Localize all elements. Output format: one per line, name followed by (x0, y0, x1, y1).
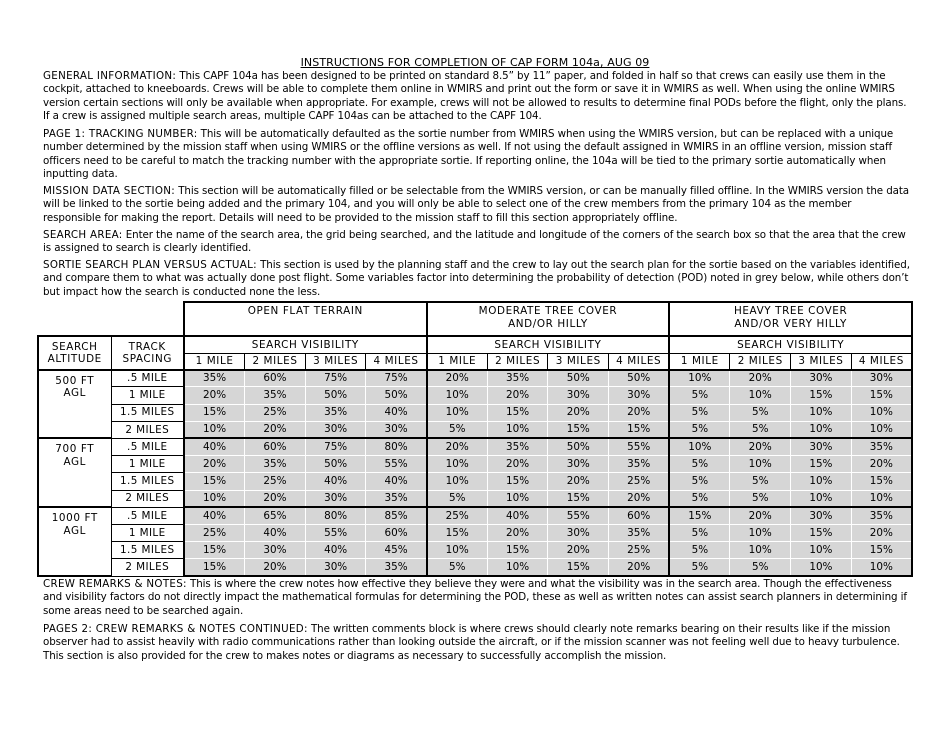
pod-value-cell: 25% (609, 542, 670, 559)
altitude-cell: 500 FT AGL (38, 370, 111, 439)
pod-row (38, 490, 912, 507)
pod-value-cell: 30% (305, 490, 366, 507)
track-spacing-cell: 1 MILE (111, 387, 184, 404)
pod-value-cell: 60% (366, 524, 427, 541)
mission-data-text: This section will be automatically filled or be selectable from the WMIRS version, or can be manually filled offline. In the WMIRS version the data will be linked to the sortie being added and the primary 104, and you will only be able to select one of the crew members from the primary 104 as the member responsible for making the report. Details will need to be provided to the mission staff to fill this section appropriately offline. (43, 185, 909, 224)
pod-value-cell: 45% (366, 542, 427, 559)
pod-value-cell: 20% (548, 404, 609, 421)
visibility-col-header: 2 MILES (730, 354, 791, 370)
pod-value-cell: 10% (791, 473, 852, 490)
pod-value-cell: 40% (245, 524, 306, 541)
visibility-col-header: 4 MILES (851, 354, 912, 370)
pod-value-cell: 15% (548, 559, 609, 576)
pod-value-cell: 5% (427, 421, 488, 438)
visibility-col-header: 1 MILE (427, 354, 488, 370)
pod-value-cell: 40% (366, 473, 427, 490)
pod-value-cell: 35% (487, 370, 548, 387)
pod-value-cell: 40% (487, 507, 548, 524)
pod-value-cell: 30% (851, 370, 912, 387)
pod-value-cell: 15% (791, 456, 852, 473)
pod-value-cell: 60% (245, 370, 306, 387)
pod-value-cell: 35% (851, 507, 912, 524)
pod-value-cell: 35% (366, 490, 427, 507)
pod-value-cell: 15% (669, 507, 730, 524)
pod-row (38, 559, 912, 576)
pages2-heading: PAGES 2: CREW REMARKS & NOTES CONTINUED: (43, 623, 308, 635)
pod-value-cell: 10% (851, 404, 912, 421)
visibility-col-header: 3 MILES (305, 354, 366, 370)
mission-data-heading: MISSION DATA SECTION: (43, 185, 176, 197)
pod-value-cell: 85% (366, 507, 427, 524)
altitude-cell: 1000 FT AGL (38, 507, 111, 576)
track-spacing-cell: .5 MILE (111, 507, 184, 524)
sortie-plan-heading: SORTIE SEARCH PLAN VERSUS ACTUAL: (43, 259, 257, 271)
pod-value-cell: 30% (791, 507, 852, 524)
visibility-col-header: 2 MILES (487, 354, 548, 370)
pod-value-cell: 35% (487, 438, 548, 455)
pod-value-cell: 30% (366, 421, 427, 438)
search-area-text: Enter the name of the search area, the grid being searched, and the latitude and longitude of the corners of the search box so that the area that the crew is assigned to search is clearly identified. (43, 229, 906, 255)
pod-value-cell: 10% (427, 404, 488, 421)
pod-value-cell: 10% (851, 421, 912, 438)
pod-value-cell: 20% (245, 490, 306, 507)
pod-value-cell: 35% (305, 404, 366, 421)
general-information-paragraph (43, 70, 911, 124)
visibility-col-header: 1 MILE (184, 354, 245, 370)
tracking-number-heading: PAGE 1: TRACKING NUMBER: (43, 128, 198, 140)
pod-value-cell: 40% (184, 438, 245, 455)
pod-value-cell: 5% (669, 387, 730, 404)
pod-value-cell: 15% (548, 421, 609, 438)
pod-value-cell: 5% (669, 490, 730, 507)
pod-value-cell: 10% (427, 542, 488, 559)
pod-value-cell: 35% (245, 387, 306, 404)
pod-value-cell: 80% (366, 438, 427, 455)
sortie-plan-text: This section is used by the planning staff and the crew to lay out the search plan for the sortie based on the variables identified, and compare them to what was actually done post flight. Some variables factor into determining the probability of detection (POD) noted in grey below, while others don’t but impact how the search is conducted none the less. (43, 259, 910, 298)
pod-value-cell: 15% (487, 542, 548, 559)
search-visibility-header-1: SEARCH VISIBILITY (184, 336, 427, 353)
pod-value-cell: 15% (184, 542, 245, 559)
visibility-header-row (38, 336, 912, 353)
pod-value-cell: 20% (487, 524, 548, 541)
pod-value-cell: 10% (730, 542, 791, 559)
general-information-text: This CAPF 104a has been designed to be printed on standard 8.5” by 11” paper, and folded in half so that crews can easily use them in the cockpit, attached to kneeboards. Crews will be able to complete them online in WMIRS and print out the form or save it in WMIRS as well. When using the online WMIRS version certain sections will only be available when appropriate. For example, crews will not be allowed to results to determine final PODs before the flight, only the plans. If a crew is assigned multiple search areas, multiple CAPF 104as can be attached to the CAPF 104. (43, 70, 907, 123)
pod-value-cell: 15% (184, 559, 245, 576)
pod-value-cell: 55% (609, 438, 670, 455)
pod-value-cell: 60% (245, 438, 306, 455)
pod-value-cell: 5% (669, 524, 730, 541)
pod-value-cell: 20% (548, 473, 609, 490)
pod-value-cell: 25% (245, 473, 306, 490)
pod-value-cell: 5% (730, 559, 791, 576)
pod-value-cell: 40% (305, 542, 366, 559)
tracking-number-text: This will be automatically defaulted as the sortie number from WMIRS when using the WMIRS version, but can be replaced with a unique number determined by the mission staff when using WMIRS or the offline versions as well. If not using the default assigned in WMIRS in an offline version, mission staff officers need to be careful to match the tracking number with the appropriate sortie. If reporting online, the 104a will be tied to the primary sortie automatically when inputting data. (43, 128, 894, 181)
pod-value-cell: 50% (609, 370, 670, 387)
pod-value-cell: 20% (427, 370, 488, 387)
pod-value-cell: 55% (548, 507, 609, 524)
pod-value-cell: 30% (548, 387, 609, 404)
tracking-number-paragraph (43, 128, 911, 182)
pod-value-cell: 80% (305, 507, 366, 524)
pod-value-cell: 15% (791, 387, 852, 404)
pod-row (38, 507, 912, 524)
pod-value-cell: 20% (487, 456, 548, 473)
pod-value-cell: 20% (609, 404, 670, 421)
visibility-col-header: 4 MILES (366, 354, 427, 370)
pod-row (38, 387, 912, 404)
pod-value-cell: 15% (851, 387, 912, 404)
pod-value-cell: 10% (730, 387, 791, 404)
pod-value-cell: 55% (366, 456, 427, 473)
pod-value-cell: 15% (184, 404, 245, 421)
altitude-header: SEARCH ALTITUDE (38, 336, 111, 369)
pod-value-cell: 50% (548, 438, 609, 455)
visibility-col-header: 2 MILES (245, 354, 306, 370)
pod-value-cell: 15% (487, 473, 548, 490)
pod-value-cell: 25% (427, 507, 488, 524)
pod-row (38, 542, 912, 559)
pod-value-cell: 10% (791, 490, 852, 507)
pod-value-cell: 30% (548, 524, 609, 541)
mission-data-paragraph (43, 185, 911, 225)
crew-remarks-heading: CREW REMARKS & NOTES: (43, 578, 187, 590)
search-area-paragraph (43, 229, 911, 256)
track-spacing-cell: 2 MILES (111, 490, 184, 507)
pod-value-cell: 5% (669, 473, 730, 490)
pod-value-cell: 5% (427, 490, 488, 507)
pod-row (38, 438, 912, 455)
pages2-text: The written comments block is where crews should clearly note remarks bearing on their results like if the mission observer had to assist heavily with radio communications rather than looking outside the aircraft, or if the mission scanner was not feeling well due to heavy turbulence. This section is also provided for the crew to makes notes or diagrams as necessary to successfully accomplish the mission. (43, 623, 900, 662)
pod-value-cell: 20% (184, 456, 245, 473)
track-spacing-cell: 1 MILE (111, 524, 184, 541)
pod-row (38, 456, 912, 473)
pod-value-cell: 30% (609, 387, 670, 404)
pod-value-cell: 30% (305, 559, 366, 576)
search-visibility-header-3: SEARCH VISIBILITY (669, 336, 912, 353)
pod-value-cell: 10% (669, 370, 730, 387)
pod-value-cell: 15% (851, 542, 912, 559)
pod-value-cell: 35% (609, 456, 670, 473)
pod-value-cell: 5% (427, 559, 488, 576)
pod-value-cell: 35% (184, 370, 245, 387)
pod-value-cell: 5% (730, 473, 791, 490)
pod-value-cell: 20% (427, 438, 488, 455)
pod-value-cell: 20% (851, 456, 912, 473)
pod-value-cell: 20% (609, 490, 670, 507)
pod-value-cell: 10% (669, 438, 730, 455)
pod-value-cell: 10% (791, 421, 852, 438)
pod-value-cell: 10% (791, 542, 852, 559)
pod-value-cell: 35% (609, 524, 670, 541)
pod-value-cell: 20% (548, 542, 609, 559)
general-information-heading: GENERAL INFORMATION: (43, 70, 177, 82)
pod-value-cell: 15% (548, 490, 609, 507)
pod-value-cell: 20% (184, 387, 245, 404)
pod-row (38, 524, 912, 541)
pod-value-cell: 10% (851, 490, 912, 507)
pod-value-cell: 50% (305, 456, 366, 473)
pod-value-cell: 20% (609, 559, 670, 576)
pod-value-cell: 10% (730, 524, 791, 541)
pod-value-cell: 10% (427, 473, 488, 490)
terrain-header-row (38, 302, 912, 336)
pod-value-cell: 10% (487, 490, 548, 507)
pod-value-cell: 10% (487, 421, 548, 438)
pod-value-cell: 75% (366, 370, 427, 387)
pod-value-cell: 20% (487, 387, 548, 404)
pod-value-cell: 5% (730, 421, 791, 438)
pod-value-cell: 10% (851, 559, 912, 576)
terrain-header-1: OPEN FLAT TERRAIN (184, 302, 427, 336)
pod-row (38, 370, 912, 387)
pod-value-cell: 5% (669, 456, 730, 473)
pod-value-cell: 35% (245, 456, 306, 473)
pod-value-cell: 20% (851, 524, 912, 541)
visibility-col-header: 1 MILE (669, 354, 730, 370)
pod-value-cell: 10% (184, 421, 245, 438)
pod-value-cell: 10% (730, 456, 791, 473)
visibility-col-header: 4 MILES (609, 354, 670, 370)
sortie-plan-paragraph (43, 259, 911, 299)
crew-remarks-text: This is where the crew notes how effective they believe they were and what the visibility was in the search area. Though the effectiveness and visibility factors do not directly impact the mathematical formulas for determining the POD, these as well as written notes can assist search planners in determining if some areas need to be searched again. (43, 578, 907, 617)
pod-value-cell: 10% (791, 559, 852, 576)
pod-value-cell: 10% (427, 387, 488, 404)
pod-value-cell: 15% (487, 404, 548, 421)
pod-value-cell: 75% (305, 438, 366, 455)
pod-value-cell: 55% (305, 524, 366, 541)
pod-value-cell: 10% (487, 559, 548, 576)
pod-value-cell: 20% (730, 370, 791, 387)
pod-value-cell: 40% (305, 473, 366, 490)
pod-value-cell: 30% (305, 421, 366, 438)
pod-value-cell: 25% (245, 404, 306, 421)
pages2-paragraph (43, 623, 911, 663)
pod-table-body (38, 370, 912, 576)
pod-value-cell: 20% (245, 559, 306, 576)
track-spacing-cell: 1.5 MILES (111, 473, 184, 490)
visibility-col-header: 3 MILES (548, 354, 609, 370)
pod-value-cell: 30% (791, 438, 852, 455)
pod-row (38, 404, 912, 421)
track-spacing-cell: 1.5 MILES (111, 542, 184, 559)
pod-value-cell: 5% (669, 404, 730, 421)
pod-value-cell: 15% (791, 524, 852, 541)
pod-value-cell: 5% (730, 404, 791, 421)
pod-value-cell: 5% (730, 490, 791, 507)
track-spacing-cell: .5 MILE (111, 370, 184, 387)
pod-value-cell: 20% (245, 421, 306, 438)
pod-value-cell: 50% (305, 387, 366, 404)
page-title: INSTRUCTIONS FOR COMPLETION OF CAP FORM 104a, AUG 09 (300, 56, 650, 69)
pod-value-cell: 30% (245, 542, 306, 559)
track-spacing-cell: 2 MILES (111, 421, 184, 438)
spacing-header: TRACK SPACING (111, 336, 184, 369)
pod-value-cell: 40% (184, 507, 245, 524)
track-spacing-cell: 2 MILES (111, 559, 184, 576)
pod-value-cell: 20% (730, 438, 791, 455)
pod-value-cell: 50% (548, 370, 609, 387)
visibility-col-header: 3 MILES (791, 354, 852, 370)
pod-table-header (38, 302, 912, 370)
terrain-header-3: HEAVY TREE COVER AND/OR VERY HILLY (669, 302, 912, 336)
pod-value-cell: 35% (851, 438, 912, 455)
search-visibility-header-2: SEARCH VISIBILITY (427, 336, 670, 353)
crew-remarks-paragraph (43, 578, 911, 618)
pod-row (38, 421, 912, 438)
pod-value-cell: 10% (791, 404, 852, 421)
pod-value-cell: 25% (184, 524, 245, 541)
pod-value-cell: 30% (791, 370, 852, 387)
pod-table (37, 301, 913, 577)
blank-corner-cell (38, 302, 184, 336)
pod-value-cell: 65% (245, 507, 306, 524)
pod-value-cell: 40% (366, 404, 427, 421)
pod-value-cell: 5% (669, 542, 730, 559)
pod-value-cell: 15% (184, 473, 245, 490)
pod-value-cell: 75% (305, 370, 366, 387)
pod-value-cell: 5% (669, 421, 730, 438)
altitude-cell: 700 FT AGL (38, 438, 111, 507)
pod-value-cell: 20% (730, 507, 791, 524)
pod-value-cell: 35% (366, 559, 427, 576)
pod-value-cell: 10% (184, 490, 245, 507)
track-spacing-cell: 1.5 MILES (111, 404, 184, 421)
pod-value-cell: 15% (427, 524, 488, 541)
pod-value-cell: 15% (609, 421, 670, 438)
pod-value-cell: 30% (548, 456, 609, 473)
pod-value-cell: 60% (609, 507, 670, 524)
track-spacing-cell: 1 MILE (111, 456, 184, 473)
pod-value-cell: 25% (609, 473, 670, 490)
terrain-header-2: MODERATE TREE COVER AND/OR HILLY (427, 302, 670, 336)
pod-value-cell: 15% (851, 473, 912, 490)
search-area-heading: SEARCH AREA: (43, 229, 123, 241)
pod-value-cell: 50% (366, 387, 427, 404)
pod-value-cell: 5% (669, 559, 730, 576)
track-spacing-cell: .5 MILE (111, 438, 184, 455)
pod-value-cell: 10% (427, 456, 488, 473)
pod-row (38, 473, 912, 490)
